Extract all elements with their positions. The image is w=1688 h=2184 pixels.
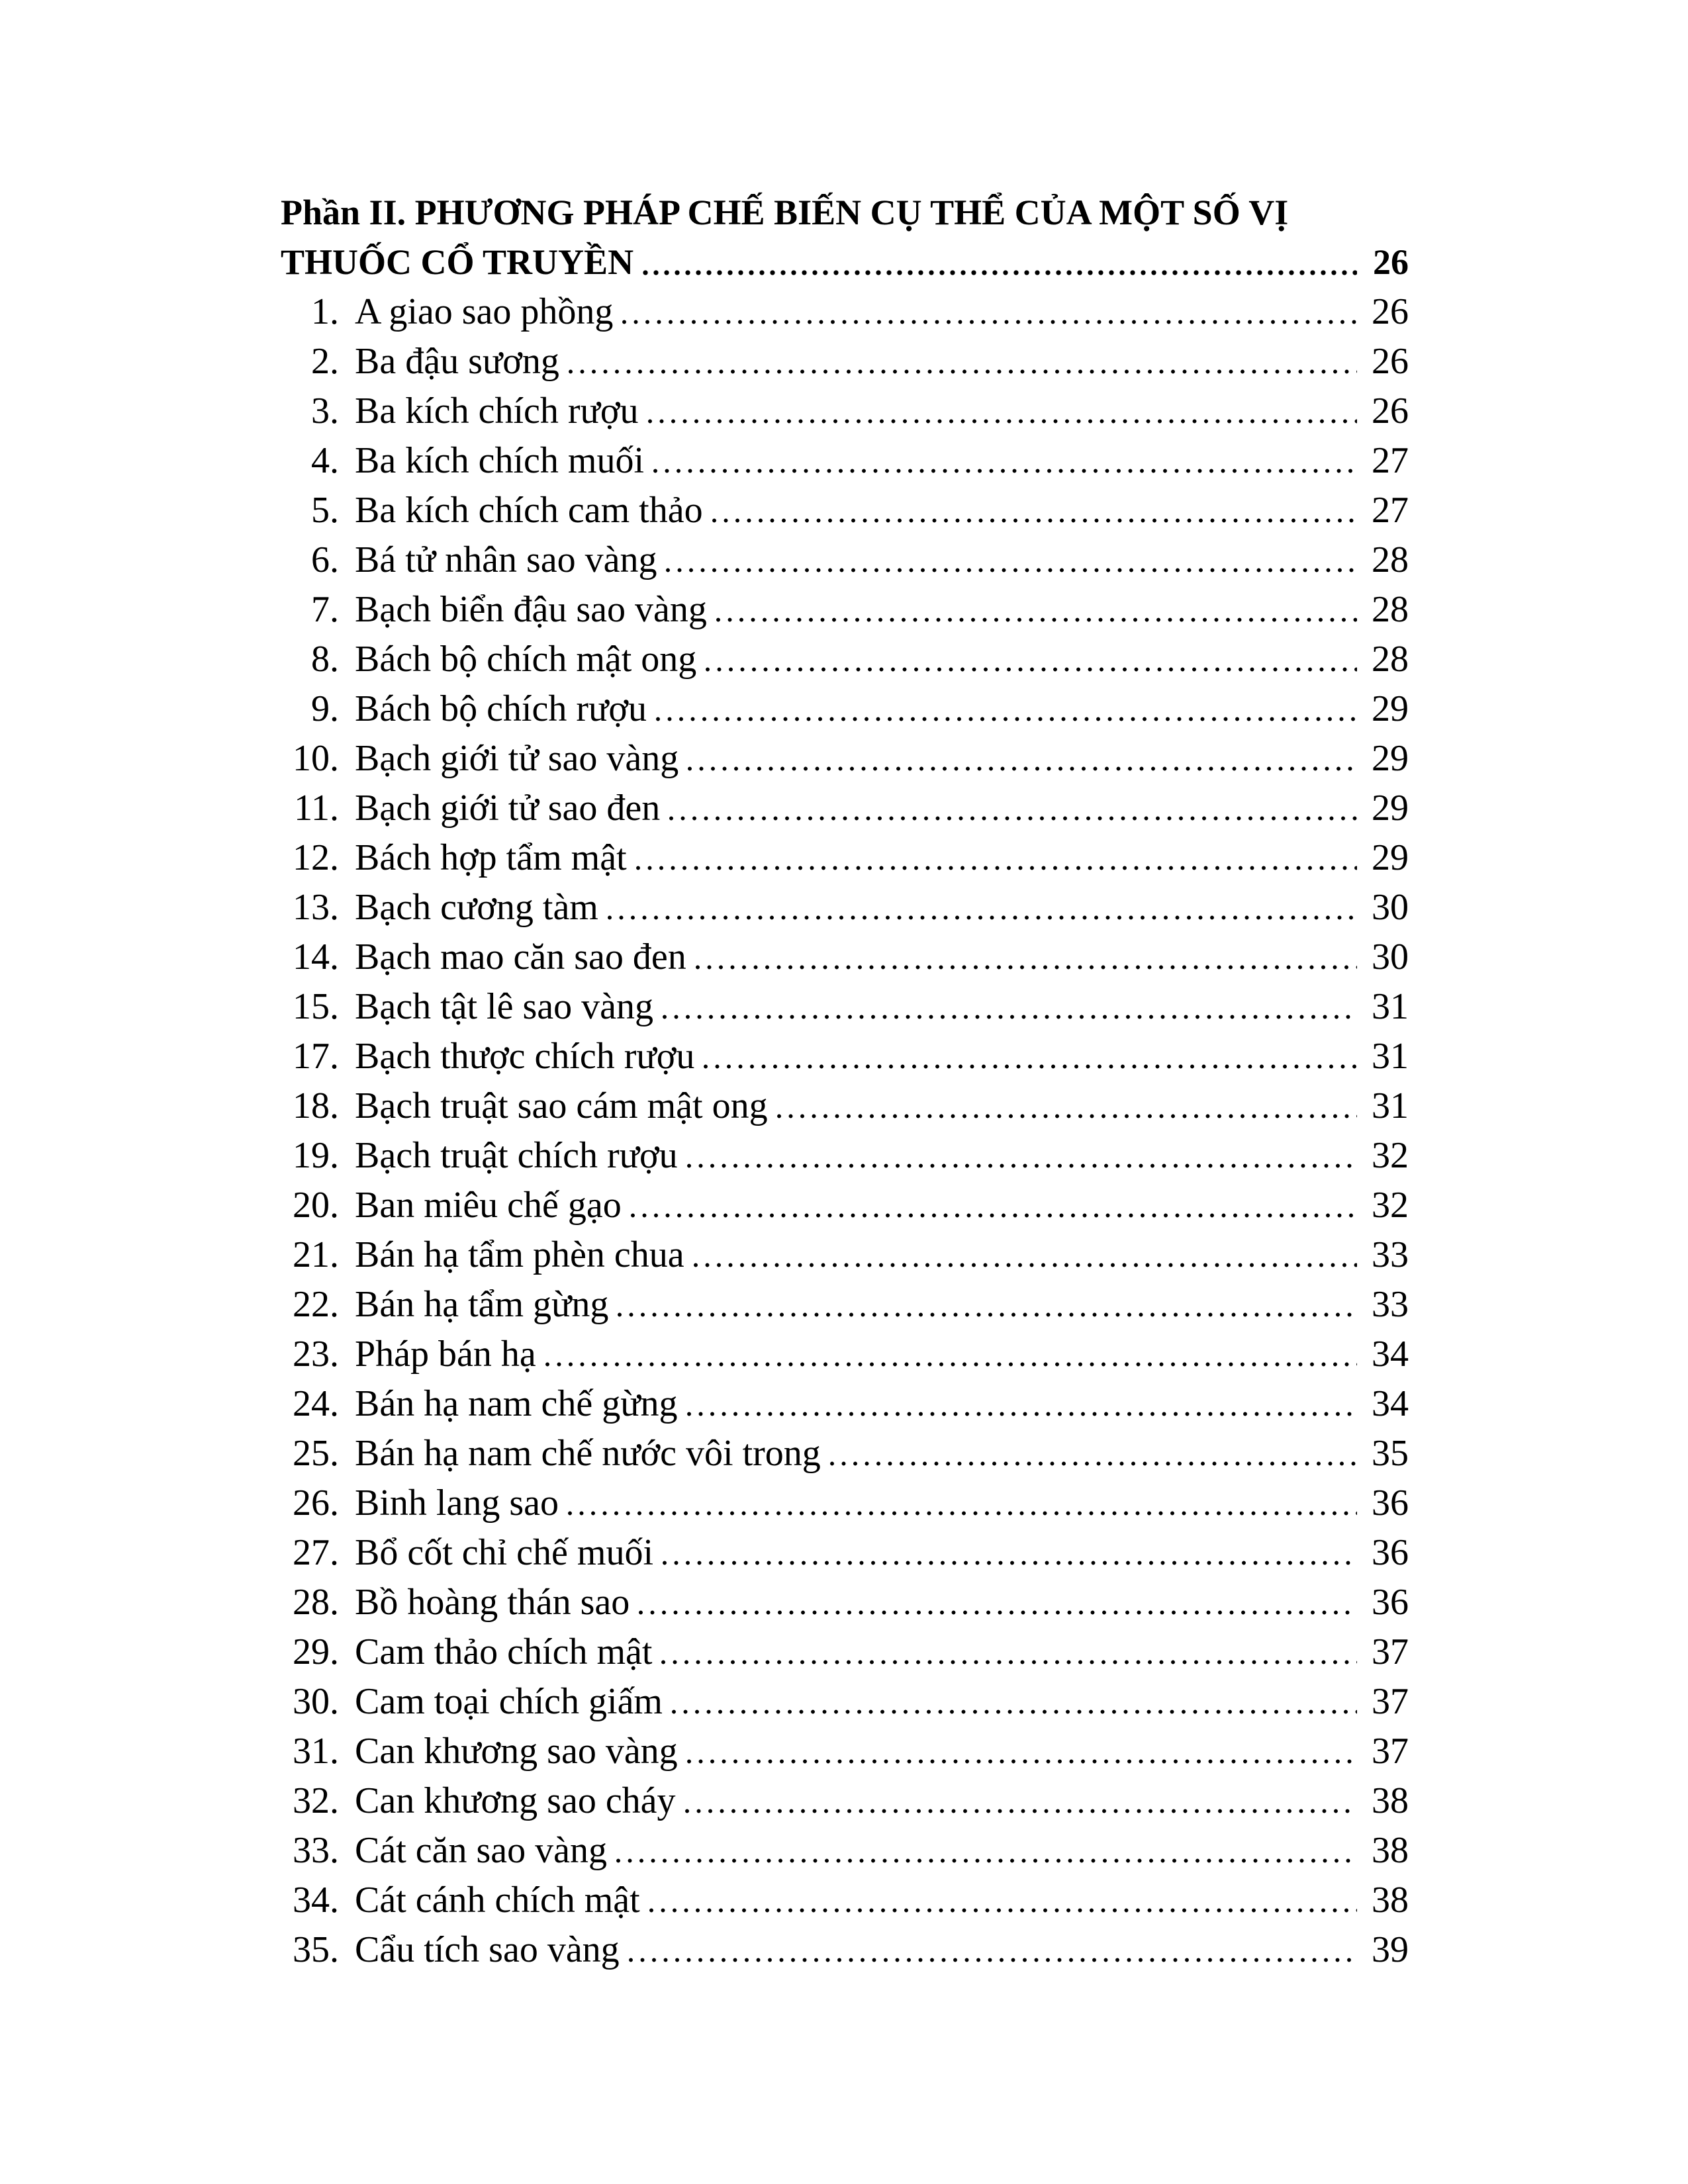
dot-leader bbox=[616, 1826, 1365, 1876]
toc-entry bbox=[281, 1230, 1409, 1280]
dot-leader bbox=[618, 1280, 1365, 1330]
dot-leader bbox=[622, 287, 1365, 337]
entry-label: Cẩu tích sao vàng bbox=[355, 1929, 620, 1970]
toc-entry bbox=[281, 1181, 1409, 1230]
entry-label: Cát căn sao vàng bbox=[355, 1830, 607, 1871]
entry-page-number: 26 bbox=[1372, 291, 1409, 332]
entry-label: Ba đậu sương bbox=[355, 341, 559, 382]
dot-leader bbox=[688, 734, 1365, 784]
entry-label: Bồ hoàng thán sao bbox=[355, 1582, 630, 1623]
toc-list bbox=[281, 287, 1409, 1975]
toc-entry bbox=[281, 486, 1409, 535]
entry-number: 25. bbox=[293, 1433, 339, 1474]
dot-leader bbox=[696, 933, 1365, 982]
entry-label: Cát cánh chích mật bbox=[355, 1880, 640, 1921]
entry-number: 27. bbox=[293, 1532, 339, 1573]
entry-number: 20. bbox=[293, 1185, 339, 1226]
entry-number: 14. bbox=[293, 936, 339, 978]
entry-number: 10. bbox=[293, 738, 339, 779]
entry-number: 1. bbox=[311, 291, 339, 332]
toc-entry bbox=[281, 933, 1409, 982]
entry-number: 23. bbox=[293, 1334, 339, 1375]
dot-leader bbox=[608, 883, 1365, 933]
toc-entry bbox=[281, 1280, 1409, 1330]
toc-entry bbox=[281, 1032, 1409, 1081]
entry-number: 28. bbox=[293, 1582, 339, 1623]
entry-page-number: 35 bbox=[1372, 1433, 1409, 1474]
entry-page-number: 31 bbox=[1372, 1085, 1409, 1126]
entry-label: Ban miêu chế gạo bbox=[355, 1185, 622, 1226]
entry-label: Bán hạ tẩm phèn chua bbox=[355, 1234, 684, 1275]
dot-leader bbox=[661, 1627, 1365, 1677]
entry-label: Cam toại chích giấm bbox=[355, 1681, 663, 1722]
dot-leader bbox=[663, 1528, 1365, 1578]
entry-label: Can khương sao cháy bbox=[355, 1780, 676, 1821]
entry-label: Bạch mao căn sao đen bbox=[355, 936, 686, 978]
toc-entry bbox=[281, 1776, 1409, 1826]
toc-entry bbox=[281, 734, 1409, 784]
dot-leader bbox=[694, 1230, 1365, 1280]
dot-leader bbox=[631, 1181, 1365, 1230]
dot-leader bbox=[704, 1032, 1365, 1081]
entry-page-number: 36 bbox=[1372, 1482, 1409, 1524]
entry-label: Bán hạ nam chế gừng bbox=[355, 1383, 678, 1424]
dot-leader bbox=[687, 1727, 1365, 1776]
toc-entry bbox=[281, 1826, 1409, 1876]
entry-label: Can khương sao vàng bbox=[355, 1731, 678, 1772]
entry-label: Bán hạ tẩm gừng bbox=[355, 1284, 609, 1325]
entry-page-number: 31 bbox=[1372, 1036, 1409, 1077]
entry-page-number: 37 bbox=[1372, 1631, 1409, 1672]
entry-page-number: 33 bbox=[1372, 1284, 1409, 1325]
toc-entry bbox=[281, 1677, 1409, 1727]
toc-entry bbox=[281, 387, 1409, 436]
entry-label: Bán hạ nam chế nước vôi trong bbox=[355, 1433, 821, 1474]
entry-page-number: 30 bbox=[1372, 936, 1409, 978]
toc-entry bbox=[281, 436, 1409, 486]
toc-entry bbox=[281, 287, 1409, 337]
dot-leader bbox=[629, 1925, 1365, 1975]
entry-number: 24. bbox=[293, 1383, 339, 1424]
toc-entry bbox=[281, 635, 1409, 684]
dot-leader bbox=[712, 486, 1365, 535]
dot-leader bbox=[685, 1776, 1365, 1826]
entry-number: 8. bbox=[311, 639, 339, 680]
section-title-line-2 bbox=[281, 238, 1409, 287]
toc-entry bbox=[281, 585, 1409, 635]
entry-page-number: 34 bbox=[1372, 1334, 1409, 1375]
entry-number: 19. bbox=[293, 1135, 339, 1176]
toc-entry bbox=[281, 684, 1409, 734]
entry-label: Bổ cốt chỉ chế muối bbox=[355, 1532, 654, 1573]
dot-leader bbox=[636, 833, 1365, 883]
entry-label: Bá tử nhân sao vàng bbox=[355, 539, 657, 580]
dot-leader bbox=[830, 1429, 1365, 1479]
dot-leader bbox=[777, 1081, 1365, 1131]
entry-page-number: 38 bbox=[1372, 1880, 1409, 1921]
entry-page-number: 29 bbox=[1372, 688, 1409, 729]
entry-number: 9. bbox=[311, 688, 339, 729]
section-title-line-1: Phần II. PHƯƠNG PHÁP CHẾ BIẾN CỤ THỂ CỦA MỘT SỐ VỊ bbox=[281, 193, 1289, 232]
entry-page-number: 34 bbox=[1372, 1383, 1409, 1424]
toc-entry bbox=[281, 883, 1409, 933]
entry-label: Cam thảo chích mật bbox=[355, 1631, 653, 1672]
entry-label: Bạch thược chích rượu bbox=[355, 1036, 695, 1077]
entry-page-number: 27 bbox=[1372, 440, 1409, 481]
entry-page-number: 37 bbox=[1372, 1731, 1409, 1772]
toc-entry bbox=[281, 982, 1409, 1032]
entry-number: 31. bbox=[293, 1731, 339, 1772]
entry-label: Ba kích chích muối bbox=[355, 440, 645, 481]
toc-entry bbox=[281, 784, 1409, 833]
toc-entry bbox=[281, 1429, 1409, 1479]
entry-label: Bạch tật lê sao vàng bbox=[355, 986, 653, 1027]
entry-label: Bạch giới tử sao đen bbox=[355, 788, 661, 829]
entry-number: 30. bbox=[293, 1681, 339, 1722]
entry-number: 11. bbox=[294, 788, 339, 829]
entry-number: 26. bbox=[293, 1482, 339, 1524]
dot-leader bbox=[653, 436, 1365, 486]
entry-label: Binh lang sao bbox=[355, 1482, 559, 1524]
entry-number: 12. bbox=[293, 837, 339, 878]
entry-label: Bách bộ chích mật ong bbox=[355, 639, 697, 680]
entry-number: 32. bbox=[293, 1780, 339, 1821]
entry-number: 34. bbox=[293, 1880, 339, 1921]
entry-number: 18. bbox=[293, 1085, 339, 1126]
entry-label: Bạch truật sao cám mật ong bbox=[355, 1085, 768, 1126]
entry-number: 33. bbox=[293, 1830, 339, 1871]
entry-label: Bạch truật chích rượu bbox=[355, 1135, 678, 1176]
entry-page-number: 33 bbox=[1372, 1234, 1409, 1275]
entry-label: Ba kích chích rượu bbox=[355, 390, 639, 432]
entry-number: 2. bbox=[311, 341, 339, 382]
entry-page-number: 31 bbox=[1372, 986, 1409, 1027]
table-of-contents bbox=[281, 188, 1409, 1975]
toc-entry bbox=[281, 1727, 1409, 1776]
entry-page-number: 30 bbox=[1372, 887, 1409, 928]
entry-number: 22. bbox=[293, 1284, 339, 1325]
entry-page-number: 32 bbox=[1372, 1185, 1409, 1226]
entry-label: Ba kích chích cam thảo bbox=[355, 490, 703, 531]
dot-leader bbox=[716, 585, 1365, 635]
entry-page-number: 38 bbox=[1372, 1830, 1409, 1871]
entry-page-number: 32 bbox=[1372, 1135, 1409, 1176]
dot-leader bbox=[666, 535, 1365, 585]
entry-number: 3. bbox=[311, 390, 339, 432]
entry-page-number: 29 bbox=[1372, 837, 1409, 878]
section-title-text: THUỐC CỔ TRUYỀN bbox=[281, 242, 634, 282]
dot-leader bbox=[687, 1131, 1365, 1181]
toc-entry bbox=[281, 1578, 1409, 1627]
section-title bbox=[281, 188, 1409, 287]
dot-leader bbox=[639, 1578, 1365, 1627]
entry-number: 15. bbox=[293, 986, 339, 1027]
entry-page-number: 26 bbox=[1372, 341, 1409, 382]
entry-label: Bạch cương tàm bbox=[355, 887, 598, 928]
dot-leader bbox=[706, 635, 1365, 684]
toc-entry bbox=[281, 1131, 1409, 1181]
entry-page-number: 37 bbox=[1372, 1681, 1409, 1722]
toc-entry bbox=[281, 1627, 1409, 1677]
toc-entry bbox=[281, 1479, 1409, 1528]
dot-leader bbox=[643, 238, 1365, 287]
dot-leader bbox=[568, 1479, 1365, 1528]
entry-page-number: 29 bbox=[1372, 738, 1409, 779]
toc-entry bbox=[281, 1876, 1409, 1925]
toc-entry bbox=[281, 1528, 1409, 1578]
section-page-number: 26 bbox=[1373, 242, 1409, 282]
entry-number: 21. bbox=[293, 1234, 339, 1275]
dot-leader bbox=[545, 1330, 1365, 1379]
dot-leader bbox=[648, 387, 1365, 436]
entry-page-number: 29 bbox=[1372, 788, 1409, 829]
entry-label: Bạch biển đậu sao vàng bbox=[355, 589, 707, 630]
toc-entry bbox=[281, 337, 1409, 387]
dot-leader bbox=[663, 982, 1365, 1032]
entry-page-number: 36 bbox=[1372, 1582, 1409, 1623]
entry-page-number: 36 bbox=[1372, 1532, 1409, 1573]
entry-label: Bách hợp tẩm mật bbox=[355, 837, 627, 878]
entry-number: 4. bbox=[311, 440, 339, 481]
entry-number: 13. bbox=[293, 887, 339, 928]
dot-leader bbox=[656, 684, 1365, 734]
toc-entry bbox=[281, 1081, 1409, 1131]
entry-label: A giao sao phồng bbox=[355, 291, 614, 332]
entry-page-number: 39 bbox=[1372, 1929, 1409, 1970]
entry-number: 5. bbox=[311, 490, 339, 531]
entry-number: 6. bbox=[311, 539, 339, 580]
entry-label: Bạch giới tử sao vàng bbox=[355, 738, 679, 779]
entry-page-number: 38 bbox=[1372, 1780, 1409, 1821]
entry-label: Pháp bán hạ bbox=[355, 1334, 536, 1375]
dot-leader bbox=[569, 337, 1365, 387]
entry-number: 17. bbox=[293, 1036, 339, 1077]
entry-number: 35. bbox=[293, 1929, 339, 1970]
entry-page-number: 28 bbox=[1372, 639, 1409, 680]
dot-leader bbox=[669, 784, 1365, 833]
dot-leader bbox=[687, 1379, 1365, 1429]
toc-entry bbox=[281, 1330, 1409, 1379]
entry-page-number: 27 bbox=[1372, 490, 1409, 531]
entry-label: Bách bộ chích rượu bbox=[355, 688, 647, 729]
entry-page-number: 28 bbox=[1372, 539, 1409, 580]
dot-leader bbox=[672, 1677, 1365, 1727]
toc-entry bbox=[281, 1379, 1409, 1429]
entry-number: 29. bbox=[293, 1631, 339, 1672]
entry-number: 7. bbox=[311, 589, 339, 630]
toc-entry bbox=[281, 535, 1409, 585]
entry-page-number: 26 bbox=[1372, 390, 1409, 432]
toc-entry bbox=[281, 833, 1409, 883]
dot-leader bbox=[649, 1876, 1365, 1925]
entry-page-number: 28 bbox=[1372, 589, 1409, 630]
toc-entry bbox=[281, 1925, 1409, 1975]
